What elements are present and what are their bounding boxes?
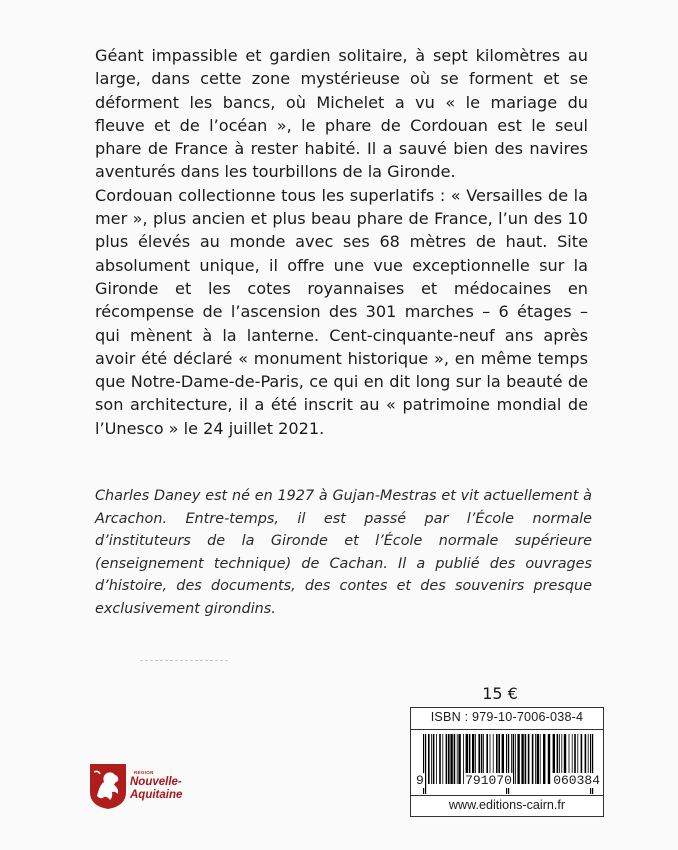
barcode-digits [415,773,601,788]
publisher-website: www.editions-cairn.fr [448,798,566,812]
author-bio: Charles Daney est né en 1927 à Gujan-Mestras et vit actuellement à Arcachon. Entre-temps, il est passé par l’École normale d’instituteurs de la Gironde et l’École normale supérieure (enseignement technique) de Cachan. Il a publié des ouvrages d’histoire, des documents, des contes et des souvenirs presque exclusivement girondins. [95,488,592,617]
website-divider [411,795,603,796]
description-paragraph-1: Géant impassible et gardien solitaire, à sept kilomètres au large, dans cette zone mystérieuse où se forment et se déforment les bancs, où Michelet a vu « le mariage du fleuve et de l’océan », le phare de Cordouan est le seul phare de France à rester habité. Il a sauvé bien des navires aventurés dans les tourbillons de la Gironde. [95,46,588,182]
logo-name-line-1: Nouvelle- [130,776,182,788]
region-logo [88,762,198,812]
isbn-divider [411,729,603,730]
barcode-digit-group-1: 9 [416,773,424,788]
price-label: 15 € [482,684,518,703]
isbn-label: ISBN : 979-10-7006-038-4 [430,710,584,724]
description-text [95,44,588,440]
barcode-digit-group-2: 791070 [465,773,512,788]
barcode-box [410,707,604,817]
divider [140,660,228,661]
lion-emblem-icon [88,762,128,810]
barcode-digit-group-3: 060384 [553,773,600,788]
logo-name-line-2: Aquitaine [130,789,183,801]
description-paragraph-2: Cordouan collectionne tous les superlatifs : « Versailles de la mer », plus ancien et plus beau phare de France, l’un des 10 plus élevés au monde avec ses 68 mètres de haut. Site absolument unique, il offre une vue exceptionnelle sur la Gironde et les cotes royannaises et médocaines en récompense de l’ascension des 301 marches – 6 étages – qui mènent à la lanterne. Cent-cinquante-neuf ans après avoir été déclaré « monument historique », en même temps que Notre-Dame-de-Paris, ce qui en dit long sur la beauté de son architecture, il a été inscrit au « patrimoine mondial de l’Unesco » le 24 juillet 2021. [95,185,588,438]
logo-region-label: RÉGION [134,770,154,775]
